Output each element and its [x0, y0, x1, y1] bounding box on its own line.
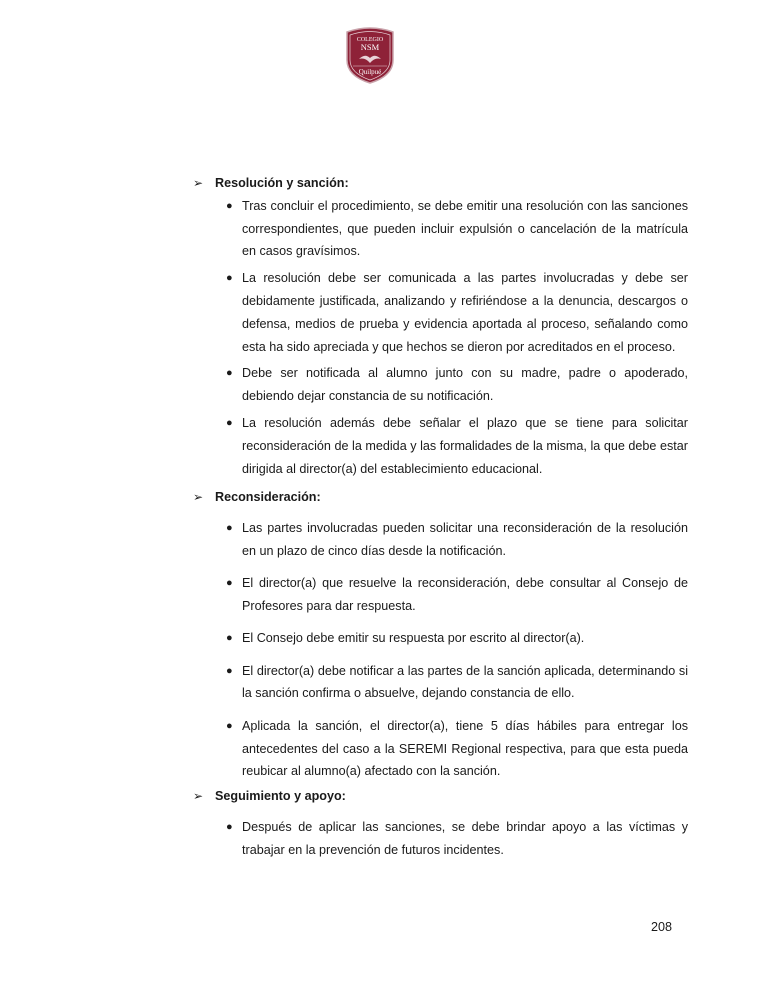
list-item: ● Las partes involucradas pueden solicitar una reconsideración de la resolución en un plazo de cinco días desde la notificación.: [215, 517, 688, 563]
section-title: Reconsideración:: [215, 490, 321, 505]
section-reconsideracion: [193, 486, 688, 783]
list-item: ● La resolución debe ser comunicada a las partes involucradas y debe ser debidamente justificada, analizando y refiriéndose a la denuncia, descargos o defensa, medios de prueba y evidencia aportada al proceso, señalando como esta ha sido apreciada y que hechos se dieron por acreditados en el proceso.: [215, 267, 688, 358]
bullet-dot-icon: ●: [226, 367, 233, 380]
section-title: Seguimiento y apoyo:: [215, 789, 346, 804]
page-number: 208: [651, 920, 673, 934]
logo-line2: NSM: [360, 42, 380, 52]
bullet-dot-icon: ●: [226, 522, 233, 535]
bullet-dot-icon: ●: [226, 272, 233, 285]
arrow-bullet-icon: ➢: [193, 176, 204, 190]
list-item: ● La resolución además debe señalar el plazo que se tiene para solicitar reconsideración de la medida y las formalidades de la misma, la que debe estar dirigida al director(a) del establecimiento educacional.: [215, 412, 688, 480]
list-item: ● El director(a) que resuelve la reconsideración, debe consultar al Consejo de Profesores para dar respuesta.: [215, 572, 688, 618]
bullet-list: [215, 816, 688, 862]
list-item: ● El director(a) debe notificar a las partes de la sanción aplicada, determinando si la sanción confirma o absuelve, dejando constancia de ello.: [215, 660, 688, 706]
bullet-list: [215, 517, 688, 783]
arrow-bullet-icon: ➢: [193, 789, 204, 804]
bullet-dot-icon: ●: [226, 416, 233, 429]
list-item: ● Aplicada la sanción, el director(a), tiene 5 días hábiles para entregar los antecedentes del caso a la SEREMI Regional respectiva, para que esta pueda reubicar al alumno(a) afectado con la sanción.: [215, 715, 688, 783]
bullet-dot-icon: ●: [226, 199, 233, 212]
logo-line3: Quilpué: [358, 68, 382, 76]
bullet-dot-icon: ●: [226, 664, 233, 677]
list-item: ● Debe ser notificada al alumno junto con su madre, padre o apoderado, debiendo dejar constancia de su notificación.: [215, 362, 688, 408]
bullet-dot-icon: ●: [226, 632, 233, 645]
bullet-dot-icon: ●: [226, 820, 233, 833]
list-item: ● Tras concluir el procedimiento, se debe emitir una resolución con las sanciones correspondientes, que pueden incluir expulsión o cancelación de la matrícula en casos gravísimos.: [215, 195, 688, 263]
section-resolucion: [193, 172, 688, 480]
document-body: [193, 172, 688, 866]
bullet-dot-icon: ●: [226, 719, 233, 732]
logo-line1: COLEGIO: [356, 37, 384, 43]
arrow-bullet-icon: ➢: [193, 490, 204, 505]
bullet-dot-icon: ●: [226, 577, 233, 590]
crest-shield-icon: [341, 26, 399, 84]
section-title: Resolución y sanción:: [215, 176, 349, 190]
section-seguimiento: [193, 785, 688, 861]
list-item: ● Después de aplicar las sanciones, se debe brindar apoyo a las víctimas y trabajar en la prevención de futuros incidentes.: [215, 816, 688, 862]
list-item: ● El Consejo debe emitir su respuesta por escrito al director(a).: [215, 627, 688, 650]
bullet-list: [215, 195, 688, 481]
school-logo: [341, 26, 399, 84]
